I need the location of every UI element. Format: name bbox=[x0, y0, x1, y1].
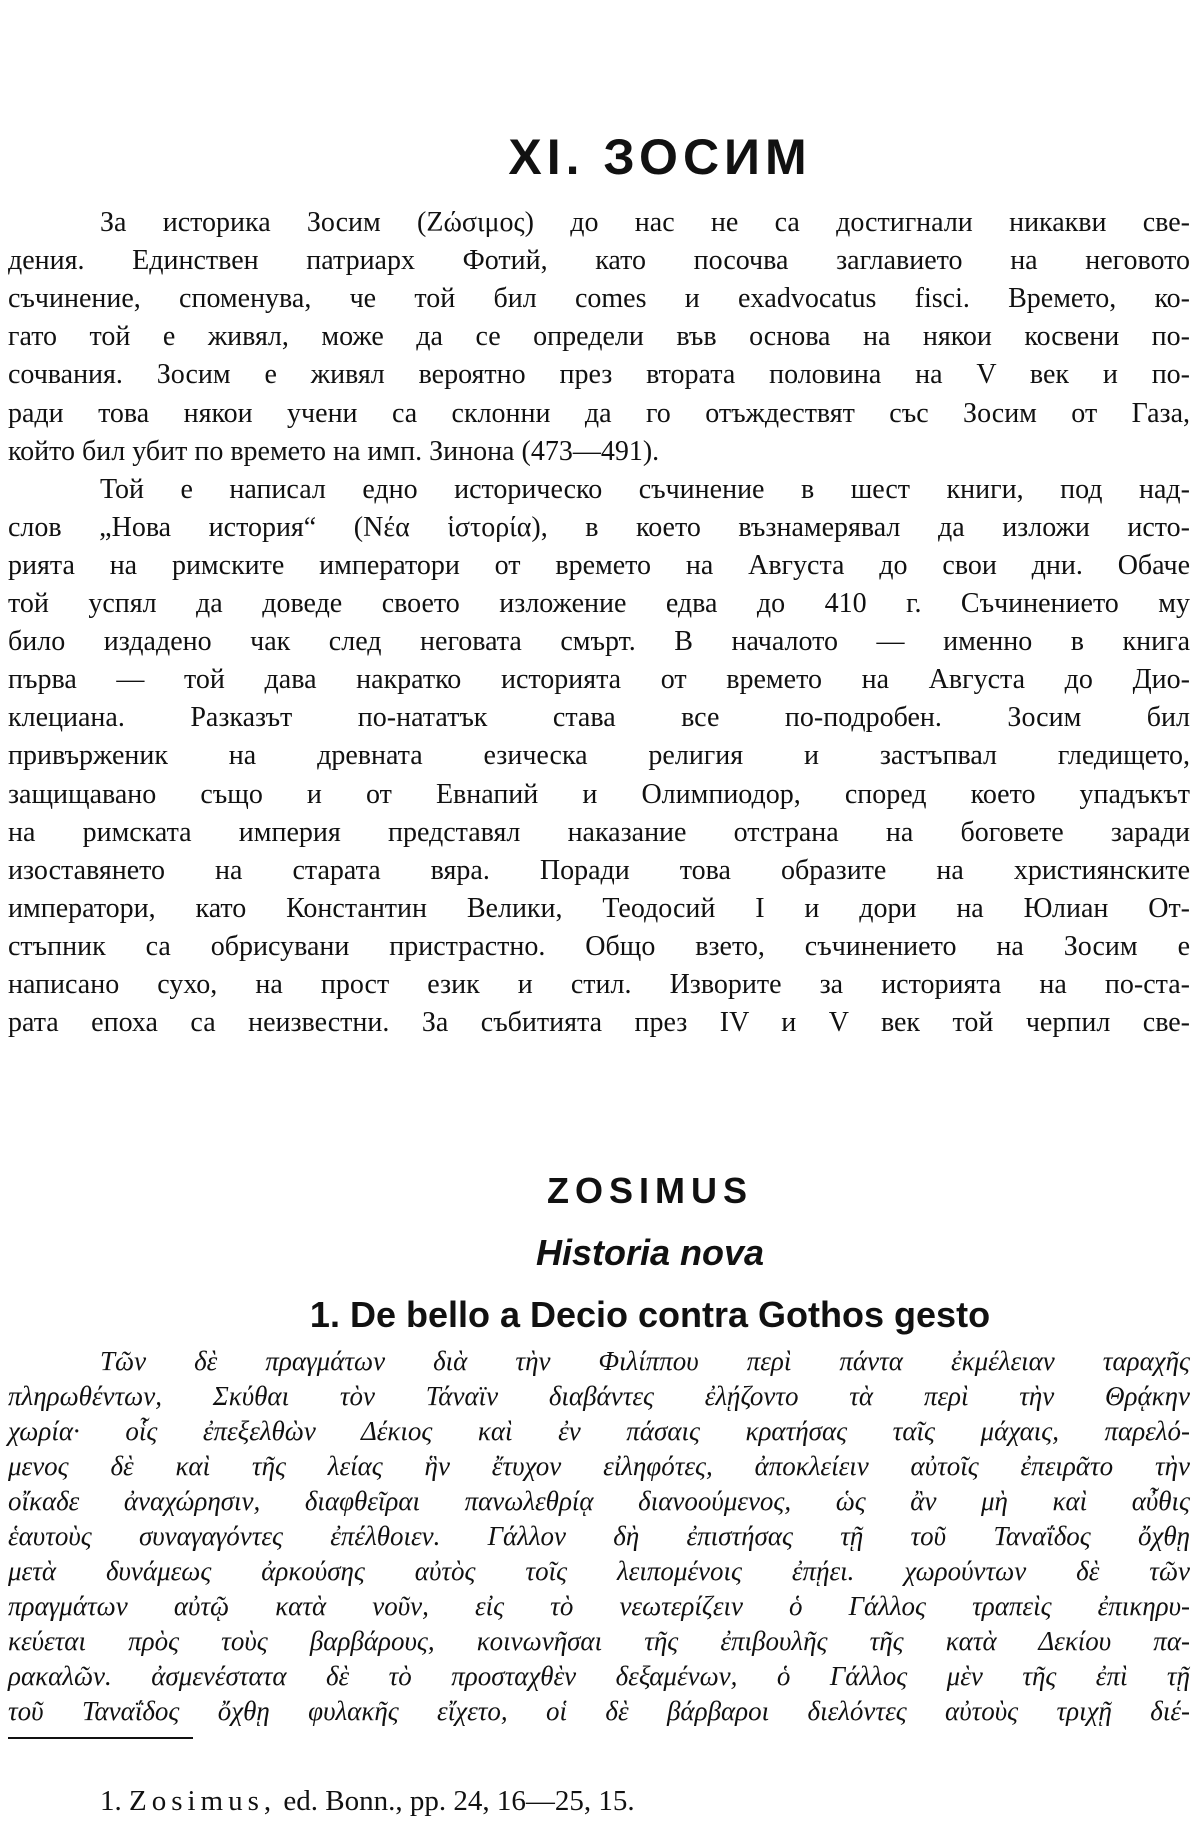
text-line: рията на римските императори от времето на Августа до свои дни. Обаче bbox=[8, 549, 1190, 581]
text-line: μετὰ δυνάμεως ἀρκούσης αὐτὸς τοῖς λειπομένοις ἐπῄει. χωρούντων δὲ τῶν bbox=[8, 1556, 1190, 1586]
source-author-heading: ZOSIMUS bbox=[546, 1170, 753, 1211]
footnote bbox=[100, 1785, 635, 1818]
footnote-number: 1. bbox=[100, 1785, 122, 1817]
text-line: рата епоха са неизвестни. За събитията през IV и V век той черпил све- bbox=[8, 1007, 1190, 1039]
text-line: χωρία· οἷς ἐπεξελθὼν Δέκιος καὶ ἐν πάσαις κρατήσας ταῖς μάχαις, παρελό- bbox=[8, 1416, 1190, 1446]
text-line: било издадено чак след неговата смърт. В началото — именно в книга bbox=[8, 626, 1190, 658]
footnote-reference: ed. Bonn., pp. 24, 16—25, 15. bbox=[283, 1785, 635, 1817]
text-line: ради това някои учени са склонни да го отъждествят със Зосим от Газа, bbox=[8, 397, 1190, 429]
text-line: първа — той дава накратко историята от времето на Августа до Дио- bbox=[8, 664, 1190, 696]
text-line: οἴκαδε ἀναχώρησιν, διαφθεῖραι πανωλεθρίᾳ διανοούμενος, ὡς ἂν μὴ καὶ αὖθις bbox=[8, 1486, 1190, 1516]
text-line: κεύεται πρὸς τοὺς βαρβάρους, κοινωνῆσαι τῆς ἐπιβουλῆς τῆς κατὰ Δεκίου πα- bbox=[8, 1626, 1190, 1656]
text-line: πραγμάτων αὐτῷ κατὰ νοῦν, εἰς τὸ νεωτερίζειν ὁ Γάλλος τραπεὶς ἐπικηρυ- bbox=[8, 1591, 1190, 1621]
text-line: τοῦ Ταναΐδος ὄχθῃ φυλακῆς εἴχετο, οἱ δὲ βάρβαροι διελόντες αὐτοὺς τριχῇ διέ- bbox=[8, 1696, 1190, 1726]
text-line: привърженик на древната езическа религия и застъпвал гледището, bbox=[8, 740, 1190, 772]
text-line: на римската империя представял наказание отстрана на боговете заради bbox=[8, 816, 1190, 848]
text-line: гато той е живял, може да се определи във основа на някои косвени по- bbox=[8, 321, 1190, 353]
text-line: дения. Единствен патриарх Фотий, като посочва заглавието на неговото bbox=[8, 245, 1190, 277]
text-line: За историка Зосим (Ζώσιμος) до нас не са достигнали никакви све- bbox=[100, 207, 1190, 238]
text-line: изоставянето на старата вяра. Поради това образите на християнските bbox=[8, 854, 1190, 886]
section-heading: 1. De bello a Decio contra Gothos gesto bbox=[309, 1294, 991, 1335]
chapter-title: XI. ЗОСИМ bbox=[508, 129, 812, 185]
text-line: написано сухо, на прост език и стил. Изворите за историята на по-ста- bbox=[8, 969, 1190, 1000]
text-line: клециана. Разказът по-нататък става все по-подробен. Зосим бил bbox=[8, 702, 1190, 734]
text-line: Той е написал едно историческо съчинение в шест книги, под над- bbox=[100, 473, 1190, 505]
text-line: μενος δὲ καὶ τῆς λείας ἣν ἔτυχον εἰληφότες, ἀποκλείειν αὐτοῖς ἐπειρᾶτο τὴν bbox=[8, 1451, 1190, 1481]
text-line: той успял да доведе своето изложение едва до 410 г. Съчинението му bbox=[8, 588, 1190, 619]
text-line: Τῶν δὲ πραγμάτων διὰ τὴν Φιλίππου περὶ πάντα ἐκμέλειαν ταραχῆς bbox=[100, 1346, 1190, 1376]
text-line: съчинение, споменува, че той бил comes и exadvocatus fisci. Времето, ко- bbox=[8, 283, 1190, 315]
text-line: слов „Нова история“ (Νέα ἱστορία), в което възнамерявал да изложи исто- bbox=[8, 511, 1190, 543]
text-line: πληρωθέντων, Σκύθαι τὸν Τάναϊν διαβάντες ἐλῄζοντο τὰ περὶ τὴν Θρᾴκην bbox=[8, 1381, 1190, 1411]
text-line: ρακαλῶν. ἀσμενέστατα δὲ τὸ προσταχθὲν δεξαμένων, ὁ Γάλλος μὲν τῆς ἐπὶ τῇ bbox=[8, 1661, 1190, 1691]
text-line: ἑαυτοὺς συναγαγόντες ἐπέλθοιεν. Γάλλον δὴ ἐπιστήσας τῇ τοῦ Ταναΐδος ὄχθῃ bbox=[8, 1521, 1190, 1551]
text-line: защищавано също и от Евнапий и Олимпиодор, според което упадъкът bbox=[8, 778, 1190, 810]
text-line: стъпник са обрисувани пристрастно. Общо взето, съчинението на Зосим е bbox=[8, 930, 1190, 962]
text-line: императори, като Константин Велики, Теодосий I и дори на Юлиан От- bbox=[8, 892, 1190, 924]
footnote-author: Zosimus, bbox=[129, 1785, 277, 1817]
text-line: сочвания. Зосим е живял вероятно през втората половина на V век и по- bbox=[8, 359, 1190, 391]
source-work-heading: Historia nova bbox=[535, 1232, 765, 1273]
footnote-divider bbox=[8, 1737, 193, 1739]
text-line: който бил убит по времето на имп. Зинона (473—491). bbox=[8, 435, 660, 467]
